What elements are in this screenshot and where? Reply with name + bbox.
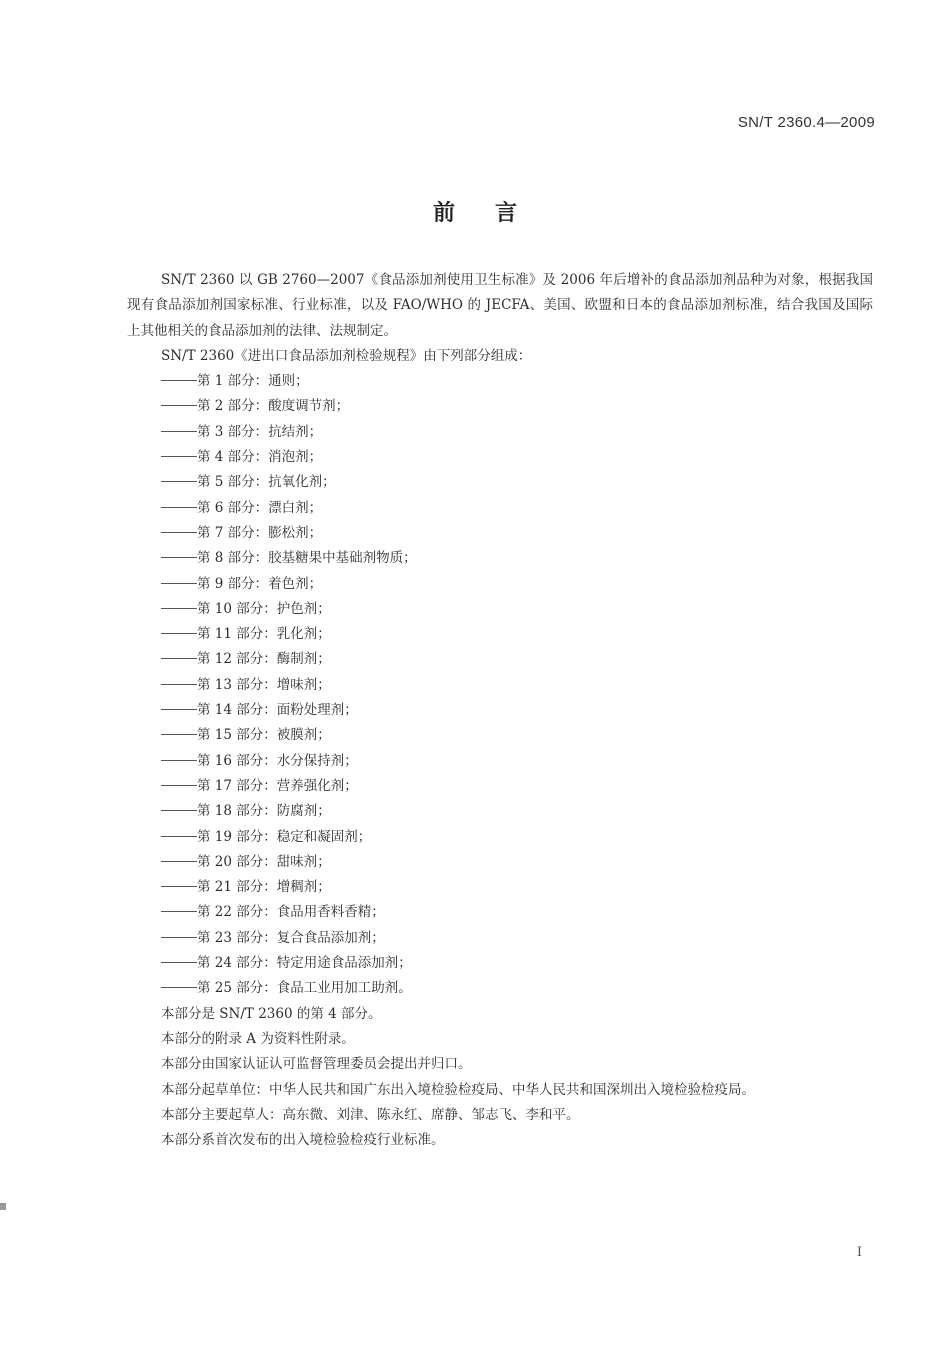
dash-mark <box>161 937 197 938</box>
dash-mark <box>161 911 197 912</box>
list-item-text: 第 2 部分：酸度调节剂； <box>197 398 350 415</box>
list-item <box>127 470 873 495</box>
page-number: I <box>856 1245 862 1260</box>
dash-mark <box>161 507 197 508</box>
list-item-text: 第 25 部分：食品工业用加工助剂。 <box>197 980 412 997</box>
list-item-text: 第 21 部分：增稠剂； <box>197 879 331 896</box>
part-number-paragraph: 本部分是 SN/T 2360 的第 4 部分。 <box>161 1005 382 1022</box>
drafting-units-paragraph: 本部分起草单位：中华人民共和国广东出入境检验检疫局、中华人民共和国深圳出入境检验检疫局。 <box>161 1081 755 1098</box>
list-item <box>127 521 873 546</box>
list-item-text: 第 17 部分：营养强化剂； <box>197 777 358 794</box>
list-item-text: 第 11 部分：乳化剂； <box>197 626 331 643</box>
dash-mark <box>161 380 197 381</box>
list-item-text: 第 22 部分：食品用香料香精； <box>197 904 385 921</box>
document-body <box>127 268 873 1153</box>
list-item-text: 第 1 部分：通则； <box>197 373 309 390</box>
dash-mark <box>161 734 197 735</box>
list-item-text: 第 4 部分：消泡剂； <box>197 449 323 466</box>
list-item-text: 第 23 部分：复合食品添加剂； <box>197 929 385 946</box>
list-item <box>127 546 873 571</box>
list-item-text: 第 24 部分：特定用途食品添加剂； <box>197 955 412 972</box>
list-item <box>127 394 873 419</box>
list-item-text: 第 18 部分：防腐剂； <box>197 803 331 820</box>
list-item <box>127 749 873 774</box>
dash-mark <box>161 810 197 811</box>
list-item <box>127 951 873 976</box>
scan-margin-mark <box>0 1203 6 1210</box>
list-item-text: 第 19 部分：稳定和凝固剂； <box>197 828 372 845</box>
dash-mark <box>161 760 197 761</box>
drafters-paragraph: 本部分主要起草人：高东微、刘津、陈永红、席静、邹志飞、李和平。 <box>161 1106 580 1123</box>
parts-list <box>127 369 873 1001</box>
list-item <box>127 420 873 445</box>
dash-mark <box>161 532 197 533</box>
dash-mark <box>161 431 197 432</box>
list-item <box>127 369 873 394</box>
list-item-text: 第 8 部分：胶基糖果中基础剂物质； <box>197 550 417 567</box>
list-item <box>127 774 873 799</box>
list-item-text: 第 10 部分：护色剂； <box>197 600 331 617</box>
list-item <box>127 875 873 900</box>
dash-mark <box>161 987 197 988</box>
intro-paragraph: SN/T 2360 以 GB 2760—2007《食品添加剂使用卫生标准》及 2006 年后增补的食品添加剂品种为对象，根据我国现有食品添加剂国家标准、行业标准，以及 FAO/WHO 的 JECFA、美国、欧盟和日本的食品添加剂标准，结合我国及国际上其他相关的食品添加剂的法律、法规制定。 <box>127 272 873 339</box>
list-item <box>127 698 873 723</box>
list-item-text: 第 16 部分：水分保持剂； <box>197 752 358 769</box>
list-item <box>127 900 873 925</box>
dash-mark <box>161 405 197 406</box>
list-item-text: 第 14 部分：面粉处理剂； <box>197 702 358 719</box>
list-item-text: 第 15 部分：被膜剂； <box>197 727 331 744</box>
dash-mark <box>161 836 197 837</box>
dash-mark <box>161 658 197 659</box>
list-item <box>127 496 873 521</box>
dash-mark <box>161 684 197 685</box>
list-item-text: 第 9 部分：着色剂； <box>197 575 323 592</box>
page-title: 前言 <box>432 201 557 226</box>
list-item <box>127 622 873 647</box>
list-item-text: 第 5 部分：抗氧化剂； <box>197 474 336 491</box>
list-item-text: 第 3 部分：抗结剂； <box>197 423 323 440</box>
list-item <box>127 825 873 850</box>
list-item <box>127 799 873 824</box>
list-item <box>127 647 873 672</box>
composition-paragraph: SN/T 2360《进出口食品添加剂检验规程》由下列部分组成： <box>161 347 532 364</box>
dash-mark <box>161 557 197 558</box>
proposer-paragraph: 本部分由国家认证认可监督管理委员会提出并归口。 <box>161 1056 472 1073</box>
dash-mark <box>161 633 197 634</box>
list-item-text: 第 6 部分：漂白剂； <box>197 499 323 516</box>
dash-mark <box>161 886 197 887</box>
list-item <box>127 723 873 748</box>
list-item-text: 第 20 部分：甜味剂； <box>197 853 331 870</box>
list-item <box>127 572 873 597</box>
list-item <box>127 976 873 1001</box>
dash-mark <box>161 709 197 710</box>
list-item-text: 第 7 部分：膨松剂； <box>197 524 323 541</box>
list-item-text: 第 12 部分：酶制剂； <box>197 651 331 668</box>
dash-mark <box>161 608 197 609</box>
list-item <box>127 926 873 951</box>
list-item <box>127 850 873 875</box>
standard-code: SN/T 2360.4—2009 <box>737 114 875 131</box>
list-item-text: 第 13 部分：增味剂； <box>197 676 331 693</box>
list-item <box>127 597 873 622</box>
dash-mark <box>161 861 197 862</box>
dash-mark <box>161 583 197 584</box>
dash-mark <box>161 481 197 482</box>
list-item <box>127 445 873 470</box>
appendix-paragraph: 本部分的附录 A 为资料性附录。 <box>161 1030 355 1047</box>
dash-mark <box>161 962 197 963</box>
dash-mark <box>161 456 197 457</box>
list-item <box>127 673 873 698</box>
dash-mark <box>161 785 197 786</box>
first-issue-paragraph: 本部分系首次发布的出入境检验检疫行业标准。 <box>161 1132 445 1149</box>
